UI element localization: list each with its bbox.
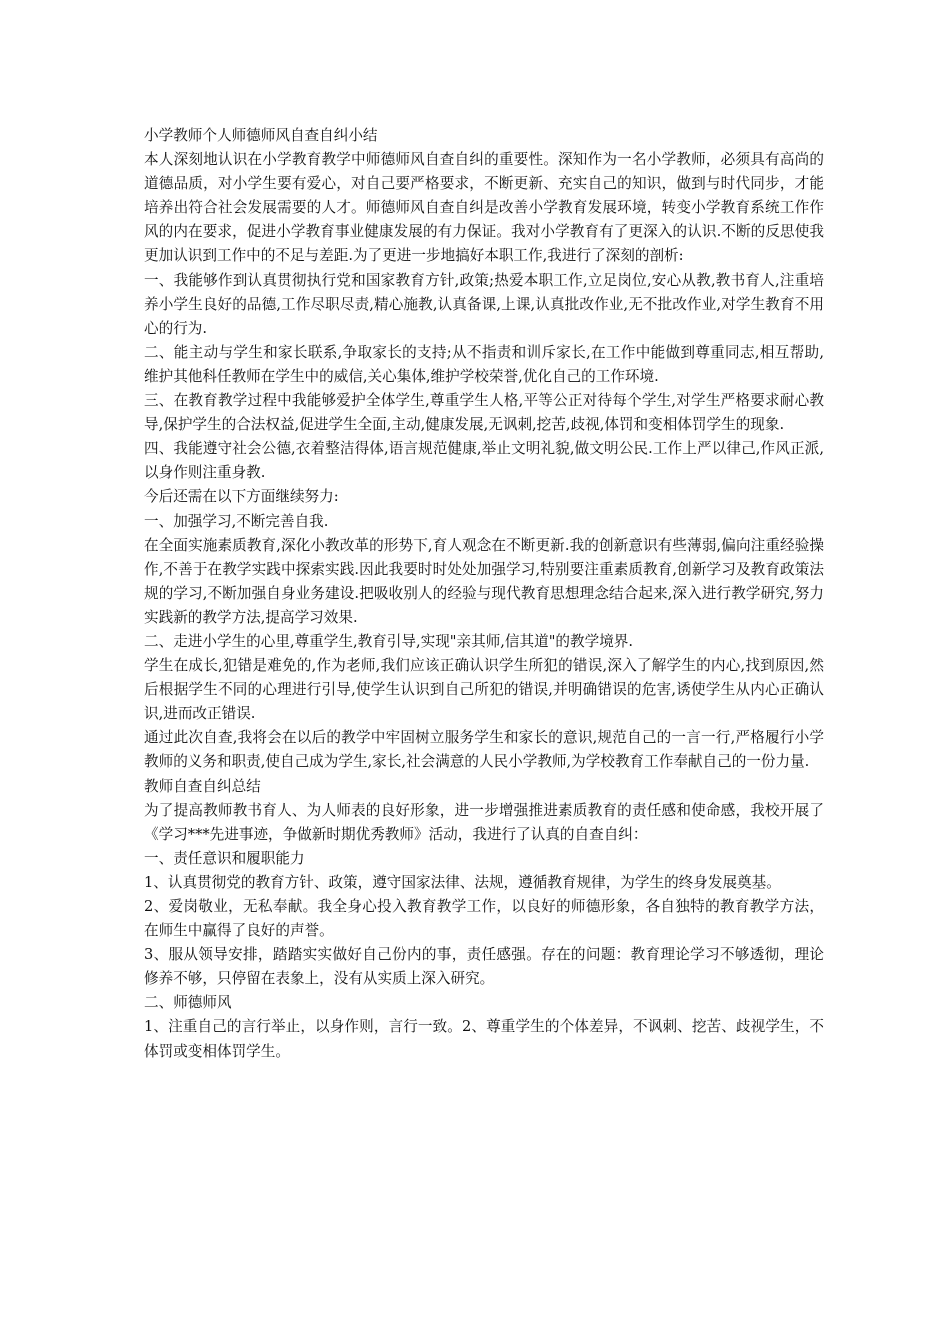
paragraph-7: 一、加强学习,不断完善自我.	[144, 512, 329, 530]
paragraph-19: 1、注重自己的言行举止，以身作则，言行一致。2、尊重学生的个体差异，不讽刺、挖苦、歧视学生，不体罚或变相体罚学生。	[144, 1018, 824, 1060]
paragraph-9: 二、走进小学生的心里,尊重学生,教育引导,实现"亲其师,信其道"的教学境界.	[144, 632, 634, 650]
paragraph-1: 本人深刻地认识在小学教育教学中师德师风自查自纠的重要性。深知作为一名小学教师，必须具有高尚的道德品质，对小学生要有爱心，对自己要严格要求，不断更新、充实自己的知识，做到与时代同步，才能培养出符合社会发展需要的人才。师德师风自查自纠是改善小学教育发展环境，转变小学教育系统工作作风的内在要求，促进小学教育事业健康发展的有力保证。我对小学教育有了更深入的认识.不断的反思使我更加认识到工作中的不足与差距.为了更进一步地搞好本职工作,我进行了深刻的剖析:	[144, 151, 824, 265]
paragraph-3: 二、能主动与学生和家长联系,争取家长的支持;从不指责和训斥家长,在工作中能做到尊重同志,相互帮助,维护其他科任教师在学生中的威信,关心集体,维护学校荣誉,优化自己的工作环境.	[144, 343, 824, 385]
document-title: 小学教师个人师德师风自查自纠小结	[144, 127, 378, 144]
document-page	[144, 124, 824, 1064]
paragraph-15: 1、认真贯彻党的教育方针、政策，遵守国家法律、法规，遵循教育规律，为学生的终身发展奠基。	[144, 873, 781, 891]
paragraph-14: 一、责任意识和履职能力	[144, 849, 305, 867]
paragraph-10: 学生在成长,犯错是难免的,作为老师,我们应该正确认识学生所犯的错误,深入了解学生的内心,找到原因,然后根据学生不同的心理进行引导,使学生认识到自己所犯的错误,并明确错误的危害,诱使学生从内心正确认识,进而改正错误.	[144, 657, 824, 723]
paragraph-2: 一、我能够作到认真贯彻执行党和国家教育方针,政策;热爱本职工作,立足岗位,安心从教,教书育人,注重培养小学生良好的品德,工作尽职尽责,精心施教,认真备课,上课,认真批改作业,无不批改作业,对学生教育不用心的行为.	[144, 271, 824, 337]
paragraph-5: 四、我能遵守社会公德,衣着整洁得体,语言规范健康,举止文明礼貌,做文明公民.工作上严以律己,作风正派,以身作则注重身教.	[144, 440, 824, 482]
paragraph-17: 3、服从领导安排，踏踏实实做好自己份内的事，责任感强。存在的问题：教育理论学习不够透彻，理论修养不够，只停留在表象上，没有从实质上深入研究。	[144, 946, 824, 988]
paragraph-16: 2、爱岗敬业，无私奉献。我全身心投入教育教学工作，以良好的师德形象，各自独特的教育教学方法，在师生中赢得了良好的声誉。	[144, 898, 824, 940]
paragraph-6: 今后还需在以下方面继续努力:	[144, 488, 339, 506]
paragraph-11: 通过此次自查,我将会在以后的教学中牢固树立服务学生和家长的意识,规范自己的一言一行,严格履行小学教师的义务和职责,使自己成为学生,家长,社会满意的人民小学教师,为学校教育工作奉献自己的一份力量.	[144, 729, 824, 771]
paragraph-8: 在全面实施素质教育,深化小教改革的形势下,育人观念在不断更新.我的创新意识有些薄弱,偏向注重经验操作,不善于在教学实践中探索实践.因此我要时时处处加强学习,特别要注重素质教育,创新学习及教育政策法规的学习,不断加强自身业务建设.把吸收别人的经验与现代教育思想理念结合起来,深入进行教学研究,努力实践新的教学方法,提高学习效果.	[144, 536, 824, 626]
section-heading: 教师自查自纠总结	[144, 777, 261, 795]
paragraph-18: 二、师德师风	[144, 994, 232, 1012]
paragraph-13: 为了提高教师教书育人、为人师表的良好形象，进一步增强推进素质教育的责任感和使命感，我校开展了《学习***先进事迹，争做新时期优秀教师》活动，我进行了认真的自查自纠：	[144, 801, 824, 843]
paragraph-4: 三、在教育教学过程中我能够爱护全体学生,尊重学生人格,平等公正对待每个学生,对学生严格要求耐心教导,保护学生的合法权益,促进学生全面,主动,健康发展,无讽刺,挖苦,歧视,体罚和变相体罚学生的现象.	[144, 392, 824, 434]
